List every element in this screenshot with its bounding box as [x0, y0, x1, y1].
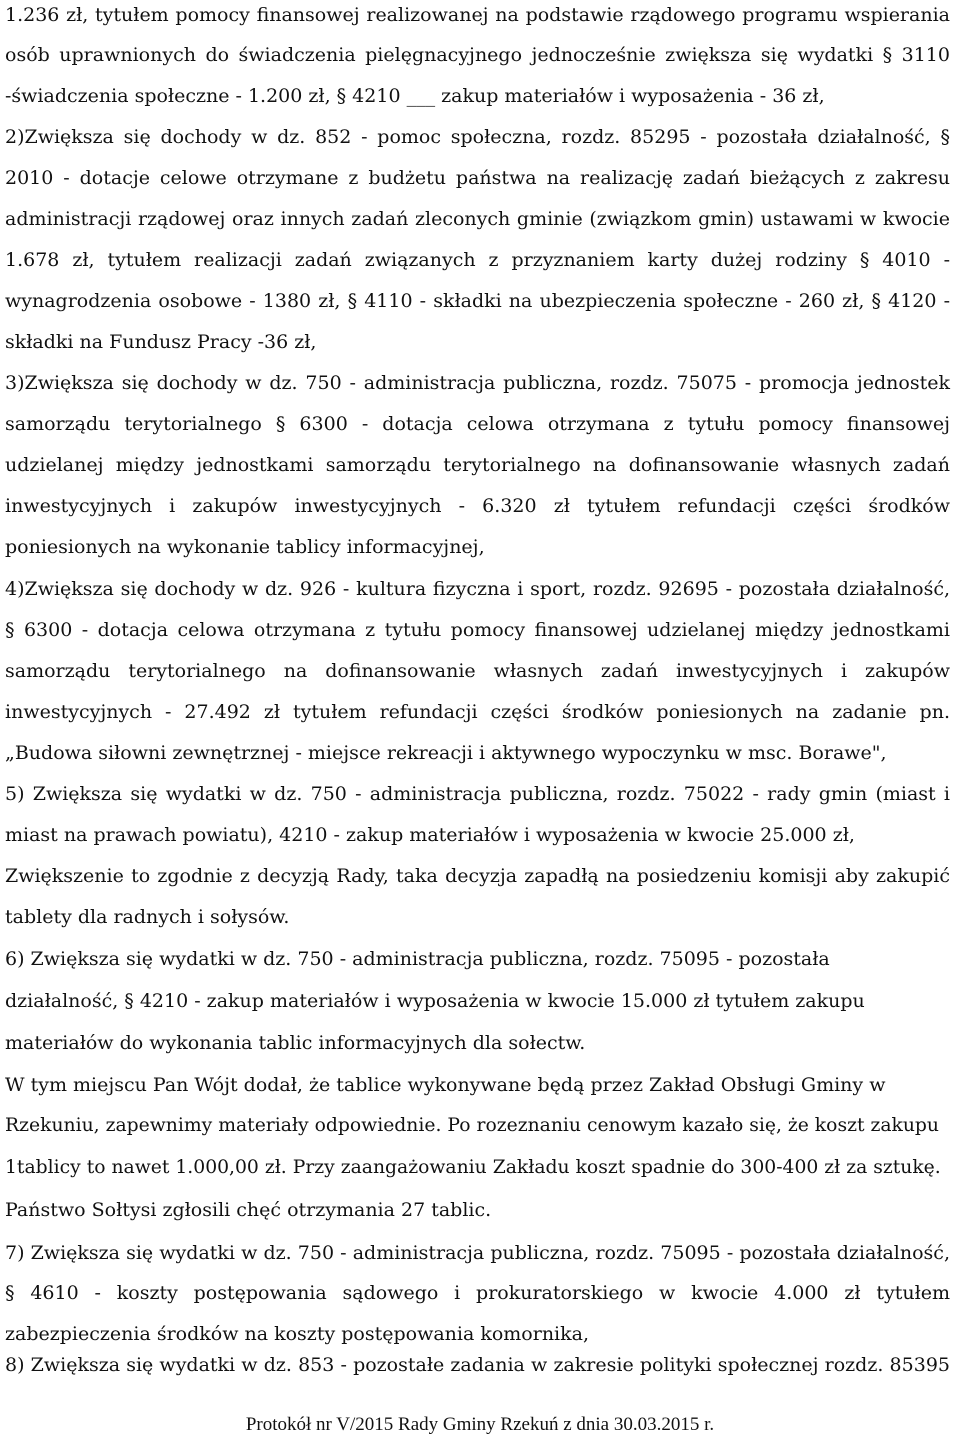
text-line: materiałów do wykonania tablic informacyjnych dla sołectw. [5, 1032, 586, 1054]
text-line: zabezpieczenia środków na koszty postępowania komornika, [5, 1323, 590, 1345]
text-line: 3)Zwiększa się dochody w dz. 750 - administracja publiczna, rozdz. 75075 - promocja jednostek [5, 372, 950, 394]
text-line: W tym miejscu Pan Wójt dodał, że tablice wykonywane będą przez Zakład Obsługi Gminy w [5, 1074, 886, 1096]
text-line: tablety dla radnych i sołysów. [5, 906, 290, 928]
text-line: Zwiększenie to zgodnie z decyzją Rady, taka decyzja zapadłą na posiedzeniu komisji aby zakupić [5, 865, 950, 887]
text-line: wynagrodzenia osobowe - 1380 zł, § 4110 - składki na ubezpieczenia społeczne - 260 zł, § 4120 - [5, 290, 950, 312]
text-line: osób uprawnionych do świadczenia pielęgnacyjnego jednocześnie zwiększa się wydatki § 3110 [5, 44, 950, 66]
text-line: 1.678 zł, tytułem realizacji zadań związanych z przyznaniem karty dużej rodziny § 4010 - [5, 249, 950, 271]
page-footer: Protokół nr V/2015 Rady Gminy Rzekuń z dnia 30.03.2015 r. [245, 1414, 715, 1435]
text-line: 8) Zwiększa się wydatki w dz. 853 - pozostałe zadania w zakresie polityki społecznej rozdz. 85395 [5, 1354, 950, 1376]
text-line: miast na prawach powiatu), 4210 - zakup materiałów i wyposażenia w kwocie 25.000 zł, [5, 824, 855, 846]
text-line: 4)Zwiększa się dochody w dz. 926 - kultura fizyczna i sport, rozdz. 92695 - pozostała działalność, [5, 578, 950, 600]
text-line: § 6300 - dotacja celowa otrzymana z tytułu pomocy finansowej udzielanej między jednostkami [5, 619, 950, 641]
text-line: udzielanej między jednostkami samorządu terytorialnego na dofinansowanie własnych zadań [5, 454, 950, 476]
text-line: Rzekuniu, zapewnimy materiały odpowiednie. Po rozeznaniu cenowym kazało się, że koszt zakupu [5, 1115, 940, 1136]
text-line: poniesionych na wykonanie tablicy informacyjnej, [5, 536, 485, 558]
text-line: 6) Zwiększa się wydatki w dz. 750 - administracja publiczna, rozdz. 75095 - pozostała [5, 948, 830, 970]
text-line: składki na Fundusz Pracy -36 zł, [5, 331, 317, 353]
text-line: działalność, § 4210 - zakup materiałów i wyposażenia w kwocie 15.000 zł tytułem zakupu [5, 990, 865, 1012]
text-line: inwestycyjnych - 27.492 zł tytułem refundacji części środków poniesionych na zadanie pn. [5, 701, 950, 723]
text-line: § 4610 - koszty postępowania sądowego i prokuratorskiego w kwocie 4.000 zł tytułem [5, 1282, 950, 1304]
text-line: Państwo Sołtysi zgłosili chęć otrzymania 27 tablic. [5, 1199, 492, 1221]
text-line: „Budowa siłowni zewnętrznej - miejsce rekreacji i aktywnego wypoczynku w msc. Borawe", [5, 742, 887, 764]
text-line: administracji rządowej oraz innych zadań zleconych gminie (związkom gmin) ustawami w kwocie [5, 208, 950, 230]
text-line: 2010 - dotacje celowe otrzymane z budżetu państwa na realizację zadań bieżących z zakresu [5, 167, 950, 189]
text-line: 5) Zwiększa się wydatki w dz. 750 - administracja publiczna, rozdz. 75022 - rady gmin (miast i [5, 783, 950, 805]
text-line: 7) Zwiększa się wydatki w dz. 750 - administracja publiczna, rozdz. 75095 - pozostała działalność, [5, 1242, 950, 1264]
text-line: -świadczenia społeczne - 1.200 zł, § 4210 ___ zakup materiałów i wyposażenia - 36 zł, [5, 85, 825, 107]
text-line: 1.236 zł, tytułem pomocy finansowej realizowanej na podstawie rządowego programu wspierania [5, 4, 950, 26]
text-line: samorządu terytorialnego § 6300 - dotacja celowa otrzymana z tytułu pomocy finansowej [5, 413, 950, 435]
text-line: 1tablicy to nawet 1.000,00 zł. Przy zaangażowaniu Zakładu koszt spadnie do 300-400 zł za sztukę. [5, 1157, 941, 1178]
text-line: samorządu terytorialnego na dofinansowanie własnych zadań inwestycyjnych i zakupów [5, 660, 950, 682]
text-line: inwestycyjnych i zakupów inwestycyjnych - 6.320 zł tytułem refundacji części środków [5, 495, 950, 517]
text-line: 2)Zwiększa się dochody w dz. 852 - pomoc społeczna, rozdz. 85295 - pozostała działalność, § [5, 126, 950, 148]
